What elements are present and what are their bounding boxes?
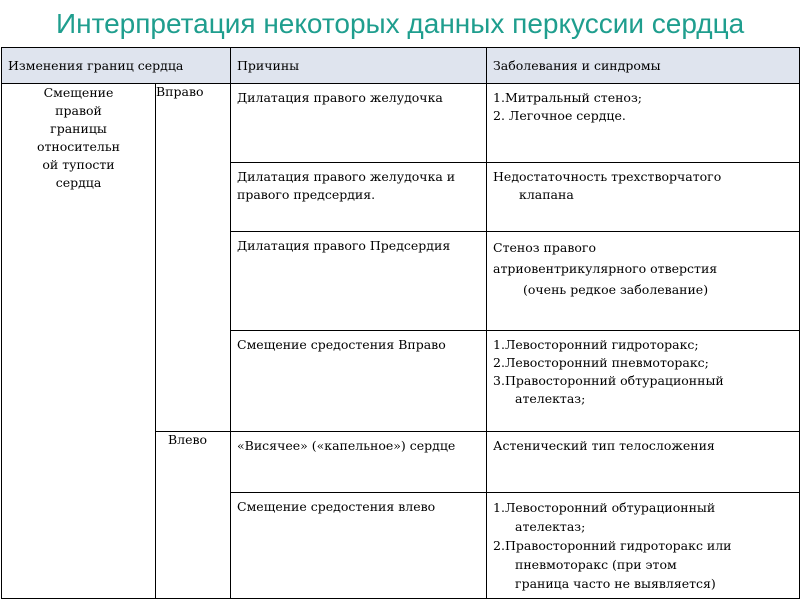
- group-label: Смещение правой границы относительн ой тупости сердца: [36, 85, 121, 190]
- table-row: [2, 84, 800, 163]
- header-diseases: Заболевания и синдромы: [487, 48, 800, 84]
- disease-line: 1.Левосторонний обтурационный: [493, 500, 716, 515]
- cause-text: Дилатация правого Предсердия: [237, 238, 451, 253]
- disease-line: клапана: [519, 187, 574, 202]
- cause-text: Дилатация правого желудочка: [237, 90, 443, 105]
- disease-line: ателектаз;: [515, 519, 586, 534]
- cause-cell: [231, 493, 487, 599]
- percussion-table: [1, 47, 800, 599]
- cause-text: Смещение средостения влево: [237, 499, 436, 514]
- cause-cell: [231, 84, 487, 163]
- disease-cell: [487, 163, 800, 232]
- cause-cell: [231, 232, 487, 331]
- header-border-changes: Изменения границ сердца: [2, 48, 231, 84]
- disease-line: 3.Правосторонний обтурационный: [493, 373, 724, 388]
- disease-line: 2.Правосторонний гидроторакс или: [493, 538, 732, 553]
- disease-line: 1.Левосторонний гидроторакс;: [493, 337, 699, 352]
- cause-text: «Висячее» («капельное») сердце: [237, 438, 456, 453]
- direction-left: Влево: [156, 432, 231, 599]
- disease-line: ателектаз;: [515, 391, 586, 406]
- cause-text: Дилатация правого желудочка и правого предсердия.: [237, 169, 456, 202]
- group-label-cell: [2, 84, 156, 599]
- header-row: [2, 48, 800, 84]
- disease-line: 1.Митральный стеноз;: [493, 90, 642, 105]
- cause-text: Смещение средостения Вправо: [237, 337, 446, 352]
- disease-line: пневмоторакс (при этом: [515, 557, 677, 572]
- disease-cell: [487, 331, 800, 432]
- disease-line: 2.Левосторонний пневмоторакс;: [493, 355, 709, 370]
- disease-line: (очень редкое заболевание): [523, 282, 709, 297]
- header-causes: Причины: [231, 48, 487, 84]
- disease-line: Стеноз правого: [493, 240, 596, 255]
- disease-cell: [487, 432, 800, 493]
- disease-line: 2. Легочное сердце.: [493, 108, 626, 123]
- disease-line: атриовентрикулярного отверстия: [493, 261, 718, 276]
- slide-title: Интерпретация некоторых данных перкуссии сердца: [56, 8, 745, 39]
- cause-cell: [231, 331, 487, 432]
- disease-line: Недостаточность трехстворчатого: [493, 169, 722, 184]
- cause-cell: [231, 163, 487, 232]
- cause-cell: [231, 432, 487, 493]
- disease-cell: [487, 232, 800, 331]
- disease-line: Астенический тип телосложения: [493, 438, 715, 453]
- disease-cell: [487, 84, 800, 163]
- disease-cell: [487, 493, 800, 599]
- direction-right: Вправо: [156, 84, 231, 432]
- disease-line: граница часто не выявляется): [515, 576, 716, 591]
